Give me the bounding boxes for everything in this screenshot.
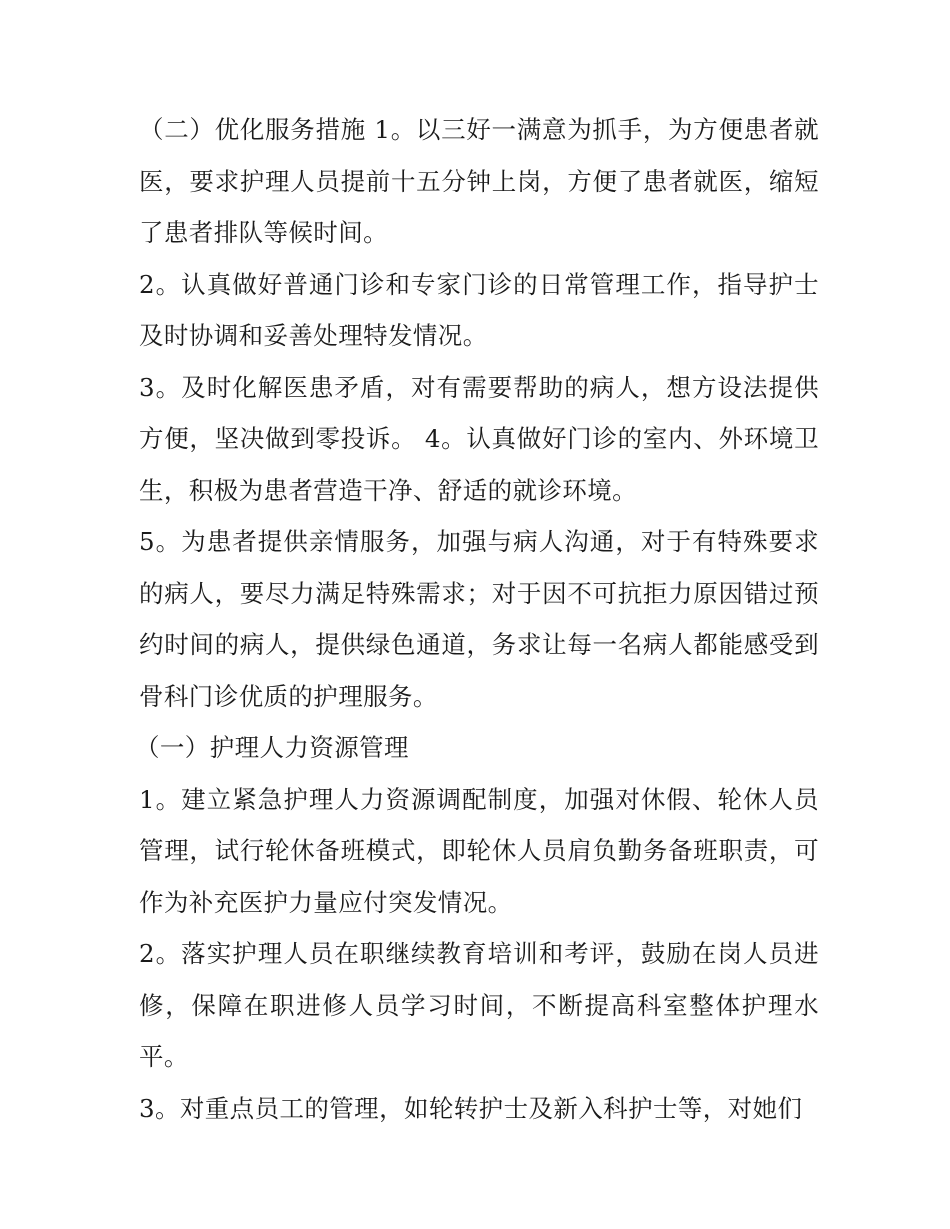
paragraph-clinic-management: 2。认真做好普通门诊和专家门诊的日常管理工作，指导护士及时协调和妥善处理特发情况。 bbox=[139, 269, 819, 350]
paragraph-key-staff: 3。对重点员工的管理，如轮转护士及新入科护士等，对她们 bbox=[139, 1093, 803, 1123]
paragraph-optimize-service: （二）优化服务措施 1。以三好一满意为抓手，为方便患者就医，要求护理人员提前十五分钟上岗，方便了患者就医，缩短了患者排队等候时间。 bbox=[139, 115, 819, 247]
paragraph-continuing-education: 2。落实护理人员在职继续教育培训和考评，鼓励在岗人员进修，保障在职进修人员学习时间，不断提高科室整体护理水平。 bbox=[139, 939, 819, 1071]
paragraph-family-service: 5。为患者提供亲情服务，加强与病人沟通，对于有特殊要求的病人，要尽力满足特殊需求；对于因不可抗拒力原因错过预约时间的病人，提供绿色通道，务求让每一名病人都能感受到骨科门诊优质的护理服务。 bbox=[139, 527, 819, 711]
paragraph-resolve-conflicts: 3。及时化解医患矛盾，对有需要帮助的病人，想方设法提供方便，坚决做到零投诉。 4。认真做好门诊的室内、外环境卫生，积极为患者营造干净、舒适的就诊环境。 bbox=[139, 372, 819, 505]
paragraph-emergency-staffing: 1。建立紧急护理人力资源调配制度，加强对休假、轮休人员管理，试行轮休备班模式，即轮休人员肩负勤务备班职责，可作为补充医护力量应付突发情况。 bbox=[139, 784, 819, 917]
section-heading-hr-management: （一）护理人力资源管理 bbox=[135, 733, 409, 762]
document-body bbox=[135, 104, 819, 1134]
